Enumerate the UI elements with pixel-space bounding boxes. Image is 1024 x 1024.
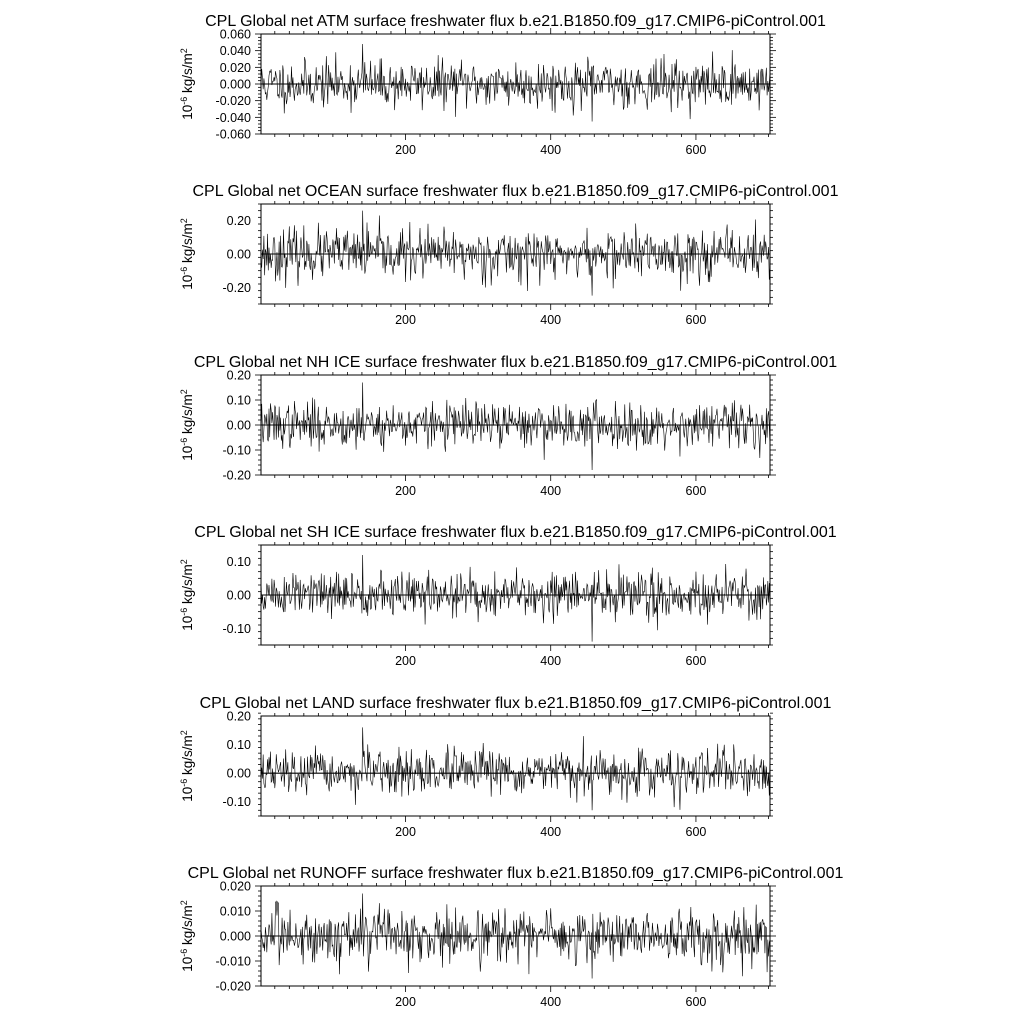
y-axis-label [179,900,195,972]
y-axis-label-text: 10 [180,956,195,972]
panel-title: CPL Global net NH ICE surface freshwater flux b.e21.B1850.f09_g17.CMIP6-piControl.001 [193,354,838,371]
y-tick-label: 0.10 [226,555,251,570]
y-axis-label-superscript: 2 [179,900,189,906]
y-axis-label-text: kg/s/m [180,53,195,97]
x-tick-label: 600 [685,313,707,327]
y-axis-label-text: kg/s/m [180,394,195,438]
x-tick-label: 400 [540,313,562,327]
y-axis-label-text: kg/s/m [180,223,195,267]
y-tick-label: 0.20 [226,214,251,229]
y-tick-label: -0.020 [215,94,251,109]
y-axis-label-superscript: -6 [179,96,189,105]
y-axis-label [179,559,195,631]
y-tick-label: -0.10 [222,443,251,458]
x-tick-label: 600 [685,995,707,1009]
x-tick-label: 400 [540,143,562,157]
y-axis-label [179,730,195,802]
panel-1 [179,13,826,157]
y-tick-label: 0.000 [219,929,251,944]
x-tick-label: 400 [540,484,562,498]
panel-5 [179,695,831,839]
series-line [261,211,770,296]
panel-title: CPL Global net OCEAN surface freshwater flux b.e21.B1850.f09_g17.CMIP6-piControl.001 [192,183,839,200]
y-axis-label-superscript: 2 [179,559,189,565]
y-axis-label-superscript: 2 [179,218,189,224]
panel-title: CPL Global net ATM surface freshwater flux b.e21.B1850.f09_g17.CMIP6-piControl.001 [205,13,826,30]
series-line [261,383,770,471]
y-tick-label: 0.060 [219,27,251,42]
y-axis-label-superscript: -6 [179,437,189,446]
y-tick-label: 0.20 [226,709,251,724]
y-tick-label: 0.010 [219,904,251,919]
x-tick-label: 200 [395,654,416,668]
series-line [261,555,770,642]
x-tick-label: 600 [685,825,707,839]
y-tick-label: -0.010 [215,954,251,969]
y-tick-label: -0.20 [222,468,251,483]
y-axis-label-text: 10 [180,615,195,631]
x-tick-label: 200 [395,143,416,157]
x-tick-label: 200 [395,825,416,839]
series-line [261,727,770,810]
panel-title: CPL Global net RUNOFF surface freshwater flux b.e21.B1850.f09_g17.CMIP6-piControl.001 [187,865,844,882]
y-tick-label: 0.20 [226,368,251,383]
y-axis-label-superscript: -6 [179,948,189,957]
x-tick-label: 400 [540,825,562,839]
panel-4 [179,524,837,668]
y-tick-label: 0.10 [226,393,251,408]
x-tick-label: 400 [540,654,562,668]
y-axis-label-superscript: -6 [179,266,189,275]
y-tick-label: 0.000 [219,77,251,92]
y-axis-label-text: 10 [180,104,195,120]
y-axis-label-text: 10 [180,786,195,802]
panel-6 [179,865,843,1009]
plot-frame [261,716,770,816]
x-tick-label: 600 [685,143,707,157]
x-tick-label: 400 [540,995,562,1009]
y-tick-label: -0.060 [215,127,251,142]
y-tick-label: 0.020 [219,879,251,894]
y-tick-label: 0.00 [226,766,251,781]
y-axis-label-superscript: 2 [179,730,189,736]
y-axis-label [179,218,195,290]
x-tick-label: 200 [395,313,416,327]
y-tick-label: -0.020 [215,979,251,994]
y-tick-label: 0.040 [219,44,251,59]
x-tick-label: 600 [685,654,707,668]
panel-title: CPL Global net SH ICE surface freshwater flux b.e21.B1850.f09_g17.CMIP6-piControl.001 [194,524,837,541]
x-tick-label: 200 [395,995,416,1009]
y-axis-label [179,389,195,461]
y-axis-label-superscript: -6 [179,607,189,616]
panel-2 [179,183,839,327]
y-tick-label: 0.020 [219,60,251,75]
y-tick-label: -0.20 [222,280,251,295]
y-axis-label-text: 10 [180,274,195,290]
y-axis-label [179,48,195,120]
y-tick-label: 0.10 [226,738,251,753]
y-tick-label: 0.00 [226,588,251,603]
x-tick-label: 600 [685,484,707,498]
y-axis-label-text: kg/s/m [180,735,195,779]
series-line [261,44,770,122]
y-tick-label: -0.040 [215,110,251,125]
y-axis-label-text: kg/s/m [180,905,195,949]
y-axis-label-superscript: 2 [179,389,189,395]
panel-title: CPL Global net LAND surface freshwater flux b.e21.B1850.f09_g17.CMIP6-piControl.001 [199,695,832,712]
y-axis-label-text: 10 [180,445,195,461]
y-tick-label: -0.10 [222,795,251,810]
y-tick-label: 0.00 [226,418,251,433]
y-tick-label: -0.10 [222,621,251,636]
y-axis-label-text: kg/s/m [180,564,195,608]
x-tick-label: 200 [395,484,416,498]
panel-3 [179,354,837,498]
y-axis-label-superscript: 2 [179,48,189,54]
y-tick-label: 0.00 [226,247,251,262]
y-axis-label-superscript: -6 [179,778,189,787]
